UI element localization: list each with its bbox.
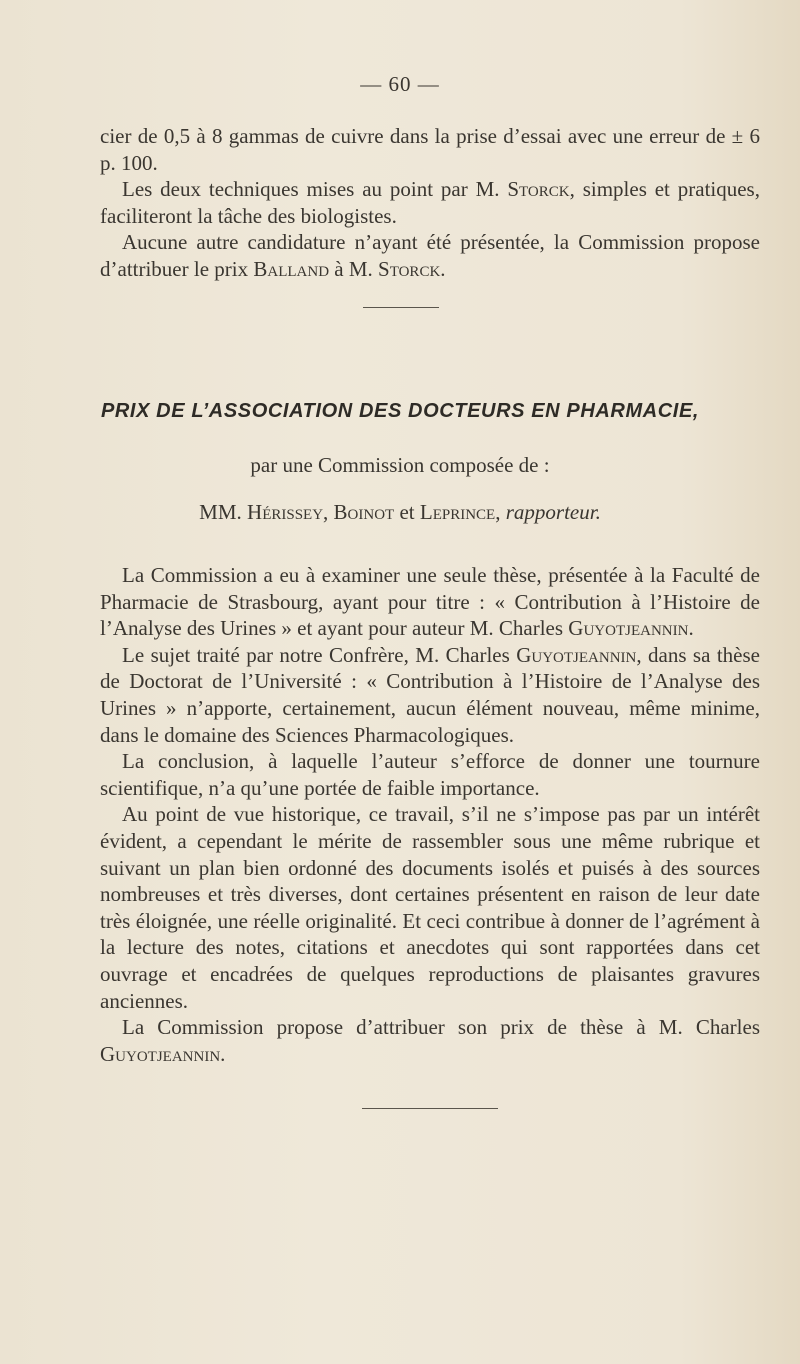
commission-line: par une Commission composée de : [250,453,550,477]
closing-divider [362,1108,498,1109]
person-name: Storck [507,177,570,202]
person-name: Storck [378,256,441,281]
member-name: Boinot [333,500,395,524]
person-name: Guyotjeannin [516,642,637,667]
paragraph: Le sujet traité par notre Confrère, M. Charles Guyotjeannin, dans sa thèse de Doctorat de l’Université : « Contribution à l’Histoire de l’Analyse des Urines » n’apporte, certainement, aucun élément nouveau, même minime, dans le domaine des Sciences Pharmacologiques. [100,642,760,747]
preceding-report-text [100,123,760,283]
paragraph: cier de 0,5 à 8 gammas de cuivre dans la prise d’essai avec une erreur de ± 6 p. 100. [100,124,760,175]
section-divider [363,307,439,308]
paragraph: La conclusion, à laquelle l’auteur s’efforce de donner une tournure scientifique, n’a qu’une portée de faible importance. [100,749,760,800]
member-name: Leprince [419,500,496,524]
paragraph: Les deux techniques mises au point par M. Storck, simples et pratiques, faciliteront la tâche des biologistes. [100,177,760,228]
member-name: Hérissey [247,500,324,524]
report-body [100,562,760,1067]
section-heading: PRIX DE L’ASSOCIATION DES DOCTEURS EN PHARMACIE, [100,400,700,422]
member-role: rapporteur. [505,500,601,524]
prize-name: Balland [253,256,330,281]
paragraph: La Commission a eu à examiner une seule thèse, présentée à la Faculté de Pharmacie de Strasbourg, ayant pour titre : « Contribution à l’Histoire de l’Analyse des Urines » et ayant pour auteur M. Charles Guyotjeannin. [100,563,760,641]
paragraph: La Commission propose d’attribuer son prix de thèse à M. Charles Guyotjeannin. [100,1015,760,1066]
page-number: — 60 — [360,72,440,96]
paragraph: Aucune autre candidature n’ayant été présentée, la Commission propose d’attribuer le prix Balland à M. Storck. [100,230,760,281]
paragraph: Au point de vue historique, ce travail, s’il ne s’impose pas par un intérêt évident, a cependant le mérite de rassembler sous une même rubrique et suivant un plan bien ordonné des documents isolés et puisés à des sources nombreuses et très diverses, dont certaines présentent en raison de leur date très éloignée, une réelle originalité. Et ceci contribue à donner de l’agrément à la lecture des notes, citations et anecdotes qui sont rapportées dans cet ouvrage et encadrées de quelques reproductions de plaisantes gravures anciennes. [100,802,760,1013]
person-name: Guyotjeannin [100,1041,221,1066]
person-name: Guyotjeannin [568,616,689,641]
commission-members: MM. Hérissey, Boinot et Leprince, rapporteur. [199,500,601,524]
